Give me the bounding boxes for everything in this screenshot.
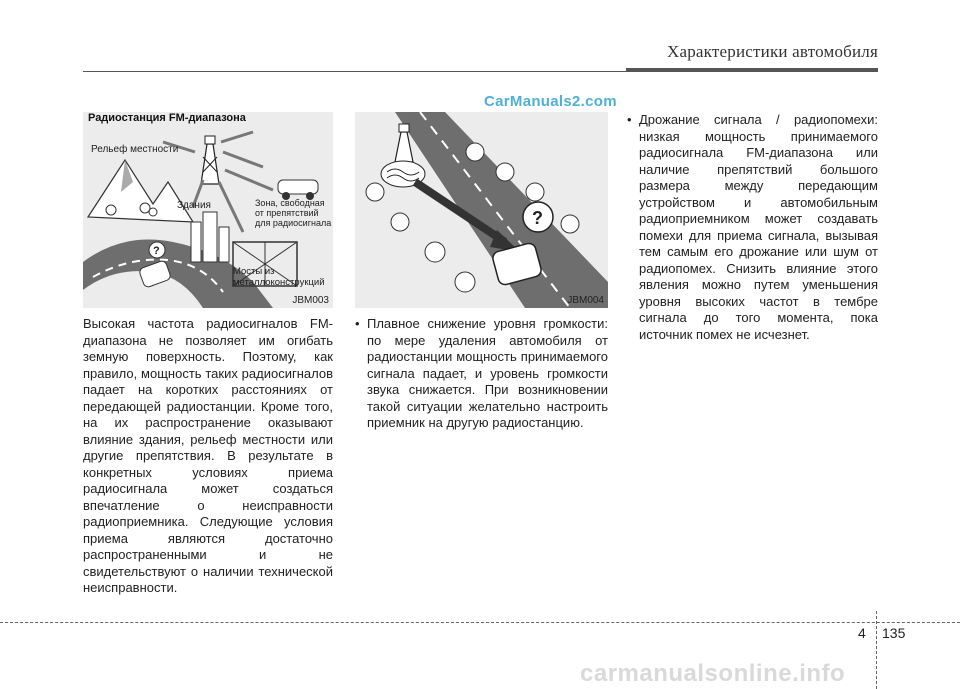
column-right xyxy=(627,112,878,343)
chapter-number: 4 xyxy=(858,625,866,641)
bullet-volume-fade: Плавное снижение уровня громкости: по мере удаления автомобиля от радиостанции мощность принимаемого сигнала падает, и уровень громкости звука снижается. При возникновении такой ситуации желательно настроить приемник на другую радиостанцию. xyxy=(367,316,608,430)
bullet-glyph: • xyxy=(355,316,360,331)
svg-text:?: ? xyxy=(532,208,543,228)
label-bridges-line1: Мосты из xyxy=(233,266,275,277)
figure-code: JBM003 xyxy=(292,295,329,306)
footer-rule xyxy=(0,622,960,623)
header-rule-accent xyxy=(626,68,878,72)
figure-fm-station xyxy=(83,112,333,308)
figure-title: Радиостанция FM-диапазона xyxy=(88,112,246,124)
column-middle xyxy=(355,316,608,432)
bullet-signal-jitter: Дрожание сигнала / радиопомехи: низкая мощность принимаемого радиосигнала FM-диапазона или наличие препятствий большого размера между передающим устройством и автомобильным радиоприемником может создавать помехи для приема сигнала, вызывая тем самым его дрожание или шум от радиопомех. Снизить влияние этого явления можно путем уменьшения уровня высоких частот в тембре сигнала до того момента, пока источник помех не исчезнет. xyxy=(639,112,878,342)
label-bridges-line2: металлоконструкций xyxy=(233,277,325,288)
list-item xyxy=(355,316,608,432)
svg-text:?: ? xyxy=(153,245,160,257)
figure-signal-fade xyxy=(355,112,608,308)
bullet-glyph: • xyxy=(627,112,632,127)
label-free-zone-line1: Зона, свободная xyxy=(255,198,325,208)
section-title: Характеристики автомобиля xyxy=(667,42,878,61)
label-buildings: Здания xyxy=(177,200,211,211)
watermark-link[interactable]: CarManuals2.com xyxy=(484,93,617,110)
paragraph-fm-intro: Высокая частота радиосигналов FM-диапазона не позволяет им огибать земную поверхность. Поэтому, как правило, мощность таких радиосигналов падает на коротких расстояниях от передающей радиостанции. Кроме того, на их распространение оказывают влияние здания, рельеф местности или другие препятствия. В результате в конкретных условиях приема радиосигнала может создаться впечатление о неисправности радиоприемника. Следующие условия приема являются достаточно распространенными и не свидетельствуют о наличии технической неисправности. xyxy=(83,316,333,595)
label-free-zone-line2: от препятствий xyxy=(255,208,319,218)
site-watermark: carmanualsonline.info xyxy=(580,660,846,687)
list-item xyxy=(627,112,878,343)
column-left xyxy=(83,316,333,597)
label-bridges xyxy=(233,266,325,288)
label-free-zone-line3: для радиосигнала xyxy=(255,218,332,228)
label-free-zone xyxy=(255,198,331,228)
label-terrain: Рельеф местности xyxy=(91,144,179,155)
signal-fade-illustration xyxy=(355,112,608,308)
figure-code: JBM004 xyxy=(567,295,604,306)
footer-divider xyxy=(876,611,877,689)
page-number: 135 xyxy=(882,625,906,641)
